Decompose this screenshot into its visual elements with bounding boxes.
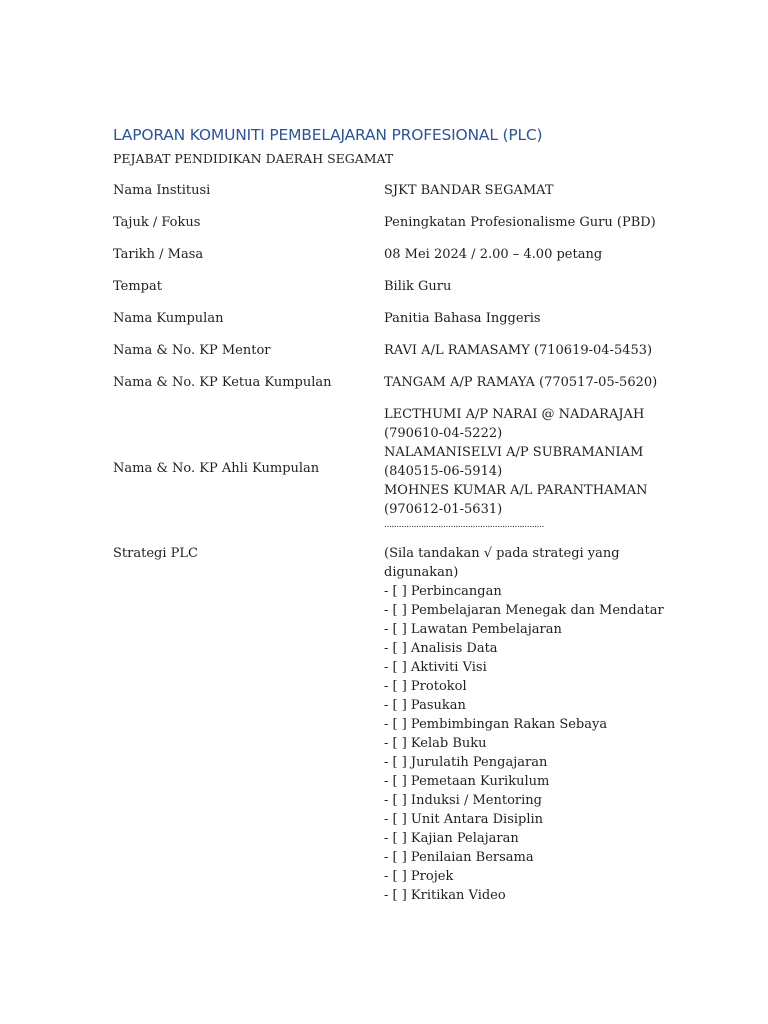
strategy-checkbox-item: - [ ] Pembelajaran Menegak dan Mendatar	[384, 603, 664, 618]
field-value: RAVI A/L RAMASAMY (710619-04-5453)	[384, 343, 653, 358]
members-list	[384, 405, 673, 531]
field-row-mentor	[113, 341, 673, 360]
report-page	[113, 124, 673, 918]
field-label: Nama & No. KP Ahli Kumpulan	[113, 460, 320, 476]
field-label: Strategi PLC	[113, 546, 198, 561]
strategy-checkbox-item: - [ ] Kelab Buku	[384, 736, 487, 751]
strategy-checkbox-item: - [ ] Lawatan Pembelajaran	[384, 622, 562, 637]
member-ic-line: (840515-06-5914)	[384, 464, 503, 479]
field-label: Tarikh / Masa	[113, 247, 204, 262]
field-label: Tempat	[113, 279, 162, 294]
field-row-group-leader	[113, 373, 673, 392]
member-ic-line: (790610-04-5222)	[384, 426, 503, 441]
strategy-checkbox-item: - [ ] Pasukan	[384, 698, 466, 713]
field-row-group-name	[113, 309, 673, 328]
report-subtitle: PEJABAT PENDIDIKAN DAERAH SEGAMAT	[113, 151, 394, 166]
strategy-checkbox-item: - [ ] Kajian Pelajaran	[384, 831, 519, 846]
field-label: Nama Kumpulan	[113, 311, 224, 326]
field-label: Tajuk / Fokus	[113, 215, 201, 230]
field-row-date-time	[113, 245, 673, 264]
strategy-instruction: (Sila tandakan √ pada strategi yang	[384, 546, 620, 561]
field-value: Panitia Bahasa Inggeris	[384, 311, 541, 326]
strategy-checkbox-item: - [ ] Kritikan Video	[384, 888, 506, 903]
strategy-checkbox-item: - [ ] Unit Antara Disiplin	[384, 812, 544, 827]
strategy-checkbox-item: - [ ] Pemetaan Kurikulum	[384, 774, 550, 789]
field-row-institution	[113, 181, 673, 200]
field-value: 08 Mei 2024 / 2.00 – 4.00 petang	[384, 247, 603, 262]
strategy-checkbox-item: - [ ] Analisis Data	[384, 641, 498, 656]
member-blank-line: .................................................................	[384, 520, 544, 530]
field-row-strategy	[113, 544, 673, 905]
field-value: TANGAM A/P RAMAYA (770517-05-5620)	[384, 375, 658, 390]
strategy-checkbox-item: - [ ] Protokol	[384, 679, 467, 694]
report-fields	[113, 181, 673, 905]
report-title: LAPORAN KOMUNITI PEMBELAJARAN PROFESIONAL (PLC)	[113, 126, 543, 144]
field-row-topic	[113, 213, 673, 232]
field-value: Bilik Guru	[384, 279, 452, 294]
strategy-checkbox-item: - [ ] Induksi / Mentoring	[384, 793, 542, 808]
field-label: Nama & No. KP Ketua Kumpulan	[113, 375, 332, 390]
member-ic-line: (970612-01-5631)	[384, 502, 503, 517]
strategy-checkbox-item: - [ ] Perbincangan	[384, 584, 502, 599]
strategy-checkbox-item: - [ ] Penilaian Bersama	[384, 850, 534, 865]
strategy-list	[384, 544, 673, 905]
field-row-place	[113, 277, 673, 296]
strategy-checkbox-item: - [ ] Aktiviti Visi	[384, 660, 487, 675]
field-row-members	[113, 405, 673, 531]
strategy-checkbox-item: - [ ] Pembimbingan Rakan Sebaya	[384, 717, 608, 732]
member-name-line: LECTHUMI A/P NARAI @ NADARAJAH	[384, 407, 645, 422]
strategy-instruction: digunakan)	[384, 565, 459, 580]
field-value: SJKT BANDAR SEGAMAT	[384, 183, 554, 198]
strategy-checkbox-item: - [ ] Jurulatih Pengajaran	[384, 755, 548, 770]
member-name-line: MOHNES KUMAR A/L PARANTHAMAN	[384, 483, 648, 498]
field-value: Peningkatan Profesionalisme Guru (PBD)	[384, 215, 656, 230]
member-name-line: NALAMANISELVI A/P SUBRAMANIAM	[384, 445, 644, 460]
field-label: Nama Institusi	[113, 183, 211, 198]
strategy-checkbox-item: - [ ] Projek	[384, 869, 454, 884]
field-label: Nama & No. KP Mentor	[113, 343, 271, 358]
